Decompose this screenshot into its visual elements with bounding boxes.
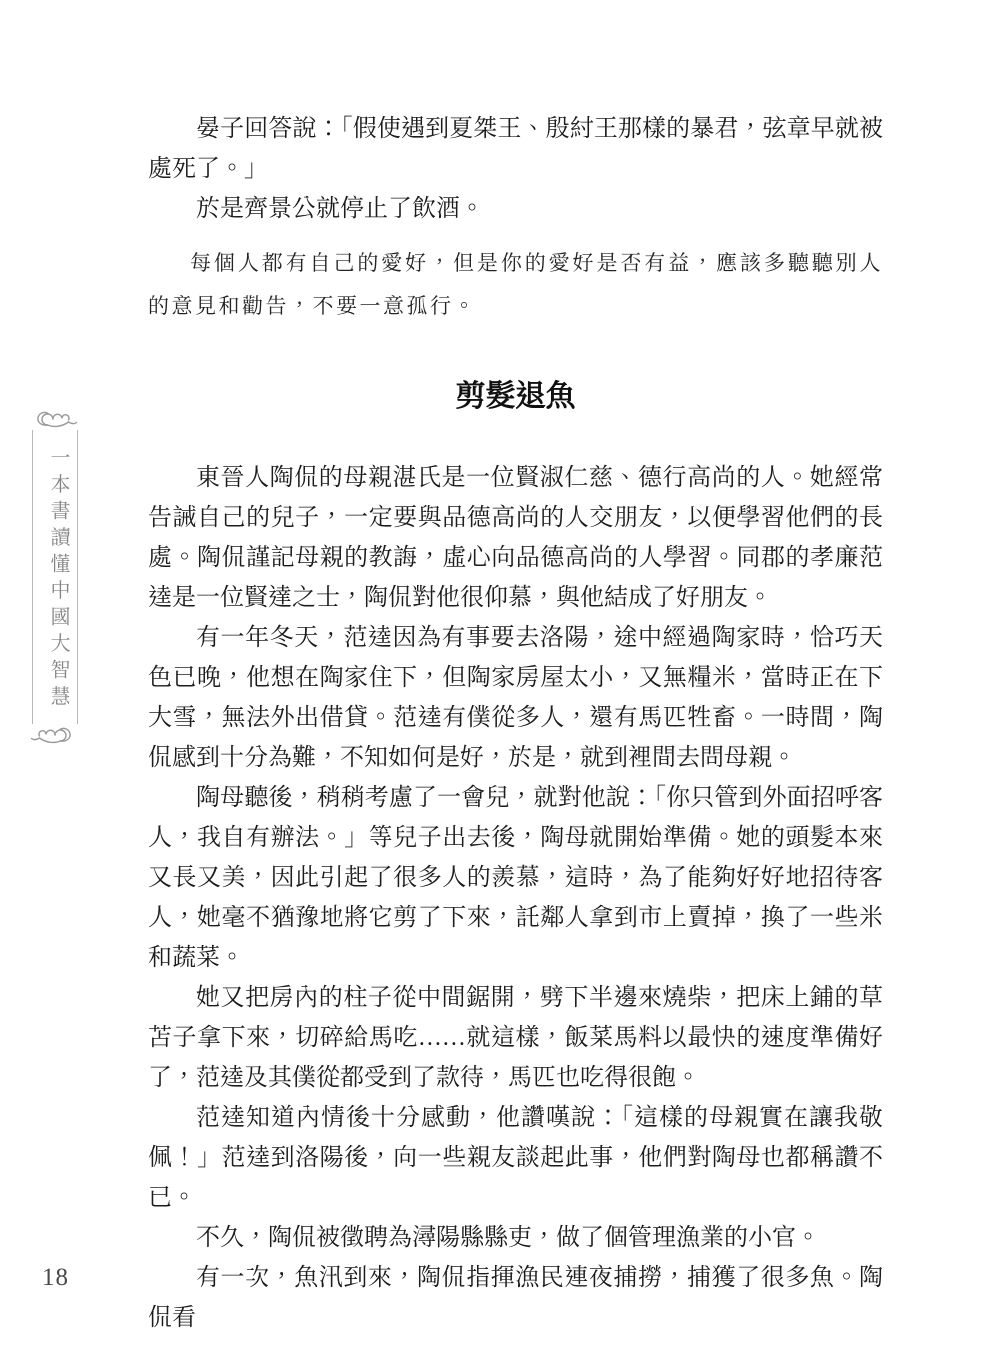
story-paragraph: 不久，陶侃被徵聘為潯陽縣縣吏，做了個管理漁業的小官。 [196,1225,820,1251]
page-number: 18 [42,1264,69,1291]
commentary-text: 每個人都有自己的愛好，但是你的愛好是否有益，應該多聽聽別人的意見和勸告，不要一意孤行。 [148,251,883,318]
section-title: 剪髮退魚 [455,380,576,413]
cloud-ornament-top-icon [32,404,78,432]
story-paragraph: 有一次，魚汛到來，陶侃指揮漁民連夜捕撈，捕獲了很多魚。陶侃看 [148,1265,883,1331]
story-paragraph-quote [148,109,883,189]
cloud-ornament-bottom-icon [30,720,76,748]
vertical-rule-left [32,430,33,724]
commentary-block [148,242,883,328]
paragraph-text: 晏子回答說：「假使遇到夏桀王、殷紂王那樣的暴君，弦章早就被處死了。」 [148,116,883,182]
book-title-vertical: 一本書讀懂中國大智慧 [47,447,69,712]
story-paragraph: 陶母聽後，稍稍考慮了一會兒，就對他說：「你只管到外面招呼客人，我自有辦法。」等兒子出去後，陶母就開始準備。她的頭髮本來又長又美，因此引起了很多人的羨慕，這時，為了能夠好好地招待客人，她毫不猶豫地將它剪了下來，託鄰人拿到市上賣掉，換了一些米和蔬菜。 [148,785,883,971]
vertical-rule-right [77,430,78,724]
story-paragraph-ending [148,189,883,229]
story-paragraph: 她又把房內的柱子從中間鋸開，劈下半邊來燒柴，把床上鋪的草苫子拿下來，切碎給馬吃……就這樣，飯菜馬料以最快的速度準備好了，范逵及其僕從都受到了款待，馬匹也吃得很飽。 [148,985,883,1091]
paragraph-text: 於是齊景公就停止了飲酒。 [196,196,484,222]
story-body [148,458,883,1338]
story-paragraph: 東晉人陶侃的母親湛氏是一位賢淑仁慈、德行高尚的人。她經常告誡自己的兒子，一定要與品德高尚的人交朋友，以便學習他們的長處。陶侃謹記母親的教誨，虛心向品德高尚的人學習。同郡的孝廉范逵是一位賢達之士，陶侃對他很仰慕，與他結成了好朋友。 [148,465,883,611]
story-paragraph: 范逵知道內情後十分感動，他讚嘆說：「這樣的母親實在讓我敬佩！」范逵到洛陽後，向一些親友談起此事，他們對陶母也都稱讚不已。 [148,1105,883,1211]
story-paragraph: 有一年冬天，范逵因為有事要去洛陽，途中經過陶家時，恰巧天色已晚，他想在陶家住下，但陶家房屋太小，又無糧米，當時正在下大雪，無法外出借貸。范逵有僕從多人，還有馬匹牲畜。一時間，陶侃感到十分為難，不知如何是好，於是，就到裡間去問母親。 [148,625,883,771]
